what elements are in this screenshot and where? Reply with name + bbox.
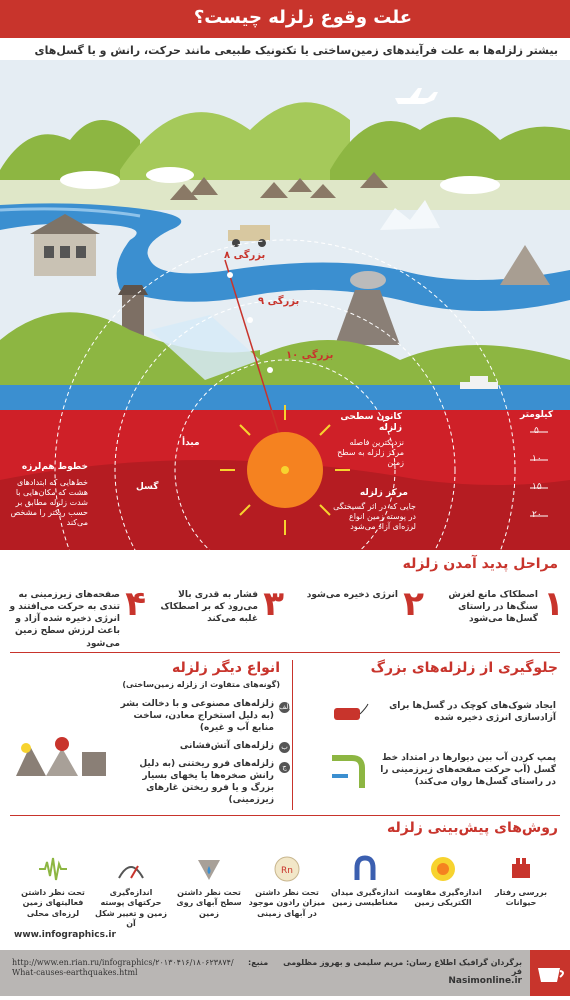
focus-desc: جایی که در اثر گسیختگی در پوسته زمین انواع لرزه‌ای آزاد می‌شود <box>333 502 416 531</box>
svg-text:Rn: Rn <box>281 866 293 876</box>
section-divider-2 <box>10 815 560 816</box>
stages-title: مراحل پدید آمدن زلزله <box>402 556 558 572</box>
prevention-item-2: پمپ کردن آب بین دیوارها در امتداد خط گسل (آب حرکت صفحه‌های زیرزمینی را در راستای گسل‌ها روان می‌کند) <box>380 753 556 788</box>
magnitude-10-label: بزرگی ۱۰ <box>286 350 334 361</box>
types-subtitle: (گونه‌های متفاوت از زلزله زمین‌ساختی) <box>122 680 280 689</box>
type-item-1: زلزله‌های مصنوعی و با دخالت بشر (به دلیل استخراج معادن، ساخت منابع آب و غیره) <box>120 699 274 734</box>
depth-unit-label: کیلومتر <box>520 410 554 420</box>
hypocenter-desc: نزدیکترین فاصله مرکز زلزله به سطح زمین <box>337 438 404 467</box>
depth-15-label: ۱۵ <box>532 482 542 492</box>
section-divider <box>10 652 560 653</box>
source-url[interactable]: http://www.en.rian.ru/infographics/۲۰۱۳۰۴۱۶/۱۸۰۶۲۳۸۷۴/ What-causes-earthquakes.html <box>12 958 234 978</box>
types-title: انواع دیگر زلزله <box>171 660 280 676</box>
stage-2 <box>284 584 424 647</box>
stage-3-text: فشار به قدری بالا می‌رود که بر اصطکاک غلبه می‌کند <box>160 590 258 625</box>
method-magnet <box>326 850 404 940</box>
footer-logo <box>530 950 570 996</box>
footer-credit: برگردان گرافیک اطلاع رسان: مریم سلیمی و بهروز مظلومی فر <box>283 958 522 976</box>
hypocenter-title: کانون سطحی زلزله <box>340 412 402 434</box>
isoseismal-desc: خط‌هایی که ابتدادهای هشت که مکان‌هایی با شدت زلزله مطابق بر حسب ریکتر را مشخص می‌کند <box>10 478 88 527</box>
origin-label: مبدأ <box>182 438 200 448</box>
radon-icon <box>272 854 302 884</box>
page-subtitle: بیشتر زلزله‌ها به علت فرآیندهای زمین‌ساختی یا تکتونیک طبیعی مانند حرکت، رانش و یا گسل‌های <box>34 44 558 57</box>
isoseismal-title: خطوط هم‌لرزه <box>21 462 88 472</box>
method-seismograph <box>14 850 92 940</box>
animal-icon <box>506 854 536 884</box>
prediction-title: روش‌های پیش‌بینی زلزله <box>386 820 558 836</box>
method-groundwater-text: تحت نظر داشتن سطح آبهای روی زمین <box>176 888 242 918</box>
type-item-2: زلزله‌های آتش‌فشانی <box>179 741 274 751</box>
seismograph-icon <box>38 854 68 884</box>
focus-title: مرکز زلزله <box>359 488 408 498</box>
type-item-3: زلزله‌های فرو ریختنی (به دلیل رانش صخره‌ها یا یخهای بسیار بزرگ و یا فرو ریختن غارهای زیرزمینی) <box>139 759 274 806</box>
stage-2-text: انرژی ذخیره می‌شود <box>306 590 398 600</box>
method-resistivity <box>404 850 482 940</box>
magnet-icon <box>350 854 380 884</box>
depth-20-label: ۲۰ <box>532 510 542 520</box>
method-radon <box>248 850 326 940</box>
method-animals-text: بررسی رفتار حیوانات <box>494 888 548 908</box>
stage-2-number: ۲ <box>403 584 424 624</box>
column-divider <box>292 660 293 810</box>
magnitude-8-label: بزرگی ۸ <box>224 250 266 261</box>
prevention-title: جلوگیری از زلزله‌های بزرگ <box>370 660 558 676</box>
resistivity-icon <box>428 854 458 884</box>
method-magnet-text: اندازه‌گیری میدان مغناطیسی زمین <box>331 888 399 908</box>
source-label: منبع: <box>248 958 269 967</box>
stage-4-text: صفحه‌های زیرزمینی به تندی به حرکت می‌افتند و انرژی ذخیره شده آزاد و باعث لرزش سطح زمین می‌شود <box>9 590 120 649</box>
stage-1 <box>424 584 564 647</box>
stage-1-text: اصطکاک مانع لغزش سنگ‌ها در راستای گسل‌ها می‌شود <box>448 590 538 625</box>
method-seismograph-text: تحت نظر داشتن فعالیتهای زمین لرزه‌ای محلی <box>21 888 85 918</box>
method-resistivity-text: اندازه‌گیری مقاومت الکتریکی زمین <box>404 888 482 908</box>
dynamite-icon <box>330 702 370 726</box>
stage-1-number: ۱ <box>543 584 564 624</box>
method-tiltmeter-text: اندازه‌گیری حرکتهای پوسته زمین و تغییر شکل آن <box>94 888 168 929</box>
stage-4 <box>6 584 146 649</box>
tiltmeter-icon <box>116 854 146 884</box>
prevention-item-1: ایجاد شوک‌های کوچک در گسل‌ها برای آزادسازی انرژی ذخیره شده <box>389 701 556 724</box>
website-link[interactable]: www.infographics.ir <box>14 930 116 940</box>
method-groundwater <box>170 850 248 940</box>
groundwater-icon <box>194 854 224 884</box>
stage-4-number: ۴ <box>125 584 146 624</box>
cup-logo-icon <box>530 950 570 996</box>
earthquake-types-icon <box>12 718 114 782</box>
depth-5-label: ۵ <box>534 426 539 436</box>
magnitude-9-label: بزرگی ۹ <box>258 296 300 307</box>
type-badge-b: ب <box>279 742 290 753</box>
method-radon-text: تحت نظر داشتن میزان رادون موجود در آبهای زمینی <box>248 888 326 918</box>
type-badge-c: ج <box>279 762 290 773</box>
depth-10-label: ۱۰ <box>532 454 542 464</box>
page-title: علت وقوع زلزله چیست؟ <box>193 7 412 28</box>
pipe-icon <box>328 750 372 790</box>
footer-brand[interactable]: Nasimonline.ir <box>448 976 522 986</box>
method-animals <box>482 850 560 940</box>
method-tiltmeter <box>92 850 170 940</box>
stage-3-number: ۳ <box>263 584 284 624</box>
stage-3 <box>144 584 284 647</box>
type-badge-a: الف <box>279 703 291 711</box>
fault-label: گسل <box>136 482 159 492</box>
